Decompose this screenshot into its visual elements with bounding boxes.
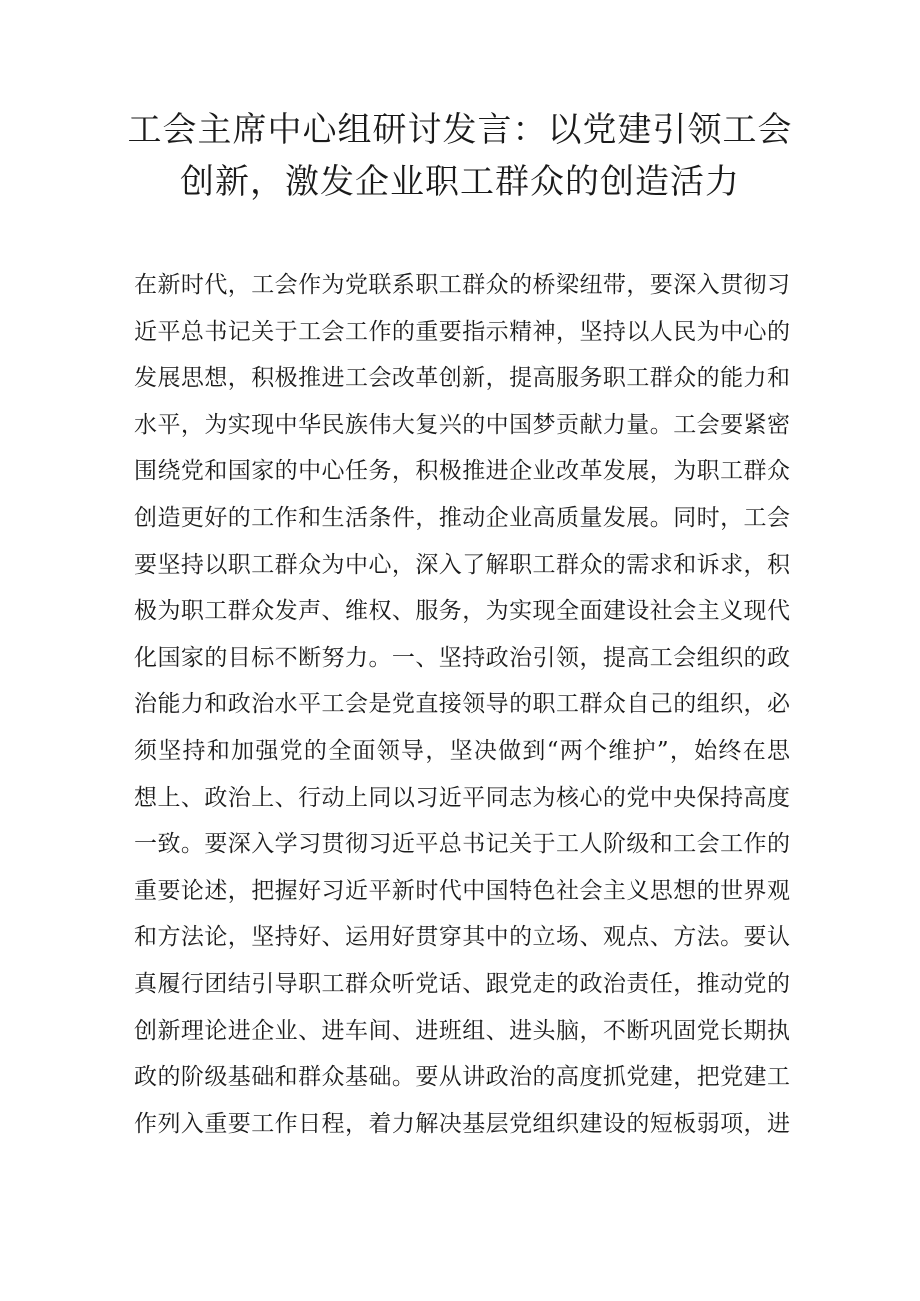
body-line: 作列入重要工作日程，着力解决基层党组织建设的短板弱项，进 — [134, 1110, 790, 1137]
body-line: 一致。要深入学习贯彻习近平总书记关于工人阶级和工会工作的 — [134, 831, 790, 858]
body-line: 围绕党和国家的中心任务，积极推进企业改革发展，为职工群众 — [134, 458, 790, 485]
body-line: 近平总书记关于工会工作的重要指示精神，坚持以人民为中心的 — [134, 318, 790, 345]
body-line: 要坚持以职工群众为中心，深入了解职工群众的需求和诉求，积 — [134, 551, 790, 578]
body-line: 在新时代，工会作为党联系职工群众的桥梁纽带，要深入贯彻习 — [134, 272, 790, 298]
body-line: 和方法论，坚持好、运用好贯穿其中的立场、观点、方法。要认 — [134, 924, 790, 951]
body-line: 水平，为实现中华民族伟大复兴的中国梦贡献力量。工会要紧密 — [134, 411, 790, 438]
body-line: 化国家的目标不断努力。一、坚持政治引领，提高工会组织的政 — [134, 644, 790, 671]
title-line-1: 工会主席中心组研讨发言：以党建引领工会 — [127, 110, 793, 150]
body-line: 发展思想，积极推进工会改革创新，提高服务职工群众的能力和 — [134, 365, 790, 392]
body-line: 创新理论进企业、进车间、进班组、进头脑，不断巩固党长期执 — [134, 1017, 790, 1044]
document-title — [120, 104, 800, 208]
body-line: 想上、政治上、行动上同以习近平同志为核心的党中央保持高度 — [134, 784, 790, 811]
body-line: 创造更好的工作和生活条件，推动企业高质量发展。同时，工会 — [134, 504, 790, 531]
body-line: 真履行团结引导职工群众听党话、跟党走的政治责任，推动党的 — [134, 970, 790, 997]
body-line: 极为职工群众发声、维权、服务，为实现全面建设社会主义现代 — [134, 598, 790, 625]
body-line: 重要论述，把握好习近平新时代中国特色社会主义思想的世界观 — [134, 877, 790, 904]
title-line-2: 创新，激发企业职工群众的创造活力 — [180, 162, 740, 202]
body-line: 治能力和政治水平工会是党直接领导的职工群众自己的组织，必 — [134, 691, 790, 718]
body-line: 政的阶级基础和群众基础。要从讲政治的高度抓党建，把党建工 — [134, 1064, 790, 1091]
body-line: 须坚持和加强党的全面领导，坚决做到“两个维护”，始终在思 — [134, 737, 790, 764]
body-paragraph — [134, 262, 790, 1147]
